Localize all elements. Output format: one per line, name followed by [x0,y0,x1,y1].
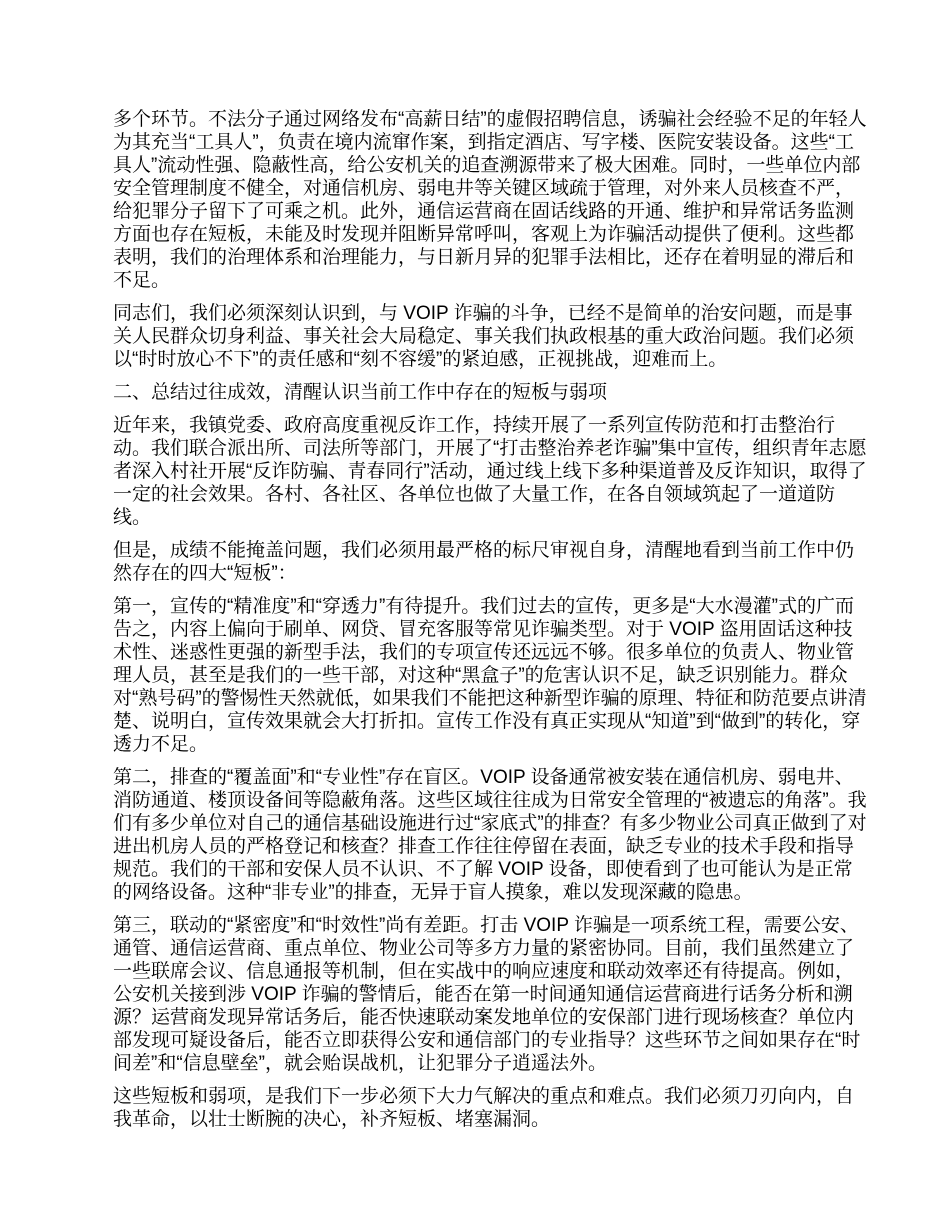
paragraph: 这些短板和弱项，是我们下一步必须下大力气解决的重点和难点。我们必须刀刃向内，自我革命，以壮士断腕的决心，补齐短板、堵塞漏洞。 [113,1086,855,1130]
paragraph: 第三，联动的“紧密度”和“时效性”尚有差距。打击 VOIP 诈骗是一项系统工程，需要公安、通管、通信运营商、重点单位、物业公司等多方力量的紧密协同。目前，我们虽然建立了一些联席会议、信息通报等机制，但在实战中的响应速度和联动效率还有待提高。例如，公安机关接到涉 VOIP 诈骗的警情后，能否在第一时间通知通信运营商进行话务分析和溯源？运营商发现异常话务后，能否快速联动案发地单位的安保部门进行现场核查？单位内部发现可疑设备后，能否立即获得公安和通信部门的专业指导？这些环节之间如果存在“时间差”和“信息壁垒”，就会贻误战机，让犯罪分子逍遥法外。 [113,915,861,1074]
paragraph: 第一，宣传的“精准度”和“穿透力”有待提升。我们过去的宣传，更多是“大水漫灌”式的广而告之，内容上偏向于刷单、网贷、冒充客服等常见诈骗类型。对于 VOIP 盗用固话这种技术性、迷惑性更强的新型手法，我们的专项宣传还远远不够。很多单位的负责人、物业管理人员，甚至是我们的一些干部，对这种“黑盒子”的危害认识不足，缺乏识别能力。群众对“熟号码”的警惕性天然就低，如果我们不能把这种新型诈骗的原理、特征和防范要点讲清楚、说明白，宣传效果就会大打折扣。宣传工作没有真正实现从“知道”到“做到”的转化，穿透力不足。 [113,596,867,755]
paragraph: 同志们，我们必须深刻认识到，与 VOIP 诈骗的斗争，已经不是简单的治安问题，而是事关人民群众切身利益、事关社会大局稳定、事关我们执政根基的重大政治问题。我们必须以“时时放心不下”的责任感和“刻不容缓”的紧迫感，正视挑战，迎难而上。 [113,303,855,370]
document-body [113,108,870,1131]
section-heading: 二、总结过往成效，清醒认识当前工作中存在的短板与弱项 [113,382,608,403]
paragraph: 多个环节。不法分子通过网络发布“高薪日结”的虚假招聘信息，诱骗社会经验不足的年轻人为其充当“工具人”，负责在境内流窜作案，到指定酒店、写字楼、医院安装设备。这些“工具人”流动性强、隐蔽性高，给公安机关的追查溯源带来了极大困难。同时，一些单位内部安全管理制度不健全，对通信机房、弱电井等关键区域疏于管理，对外来人员核查不严，给犯罪分子留下了可乘之机。此外，通信运营商在固话线路的开通、维护和异常话务监测方面也存在短板，未能及时发现并阻断异常呼叫，客观上为诈骗活动提供了便利。这些都表明，我们的治理体系和治理能力，与日新月异的犯罪手法相比，还存在着明显的滞后和不足。 [113,109,867,291]
paragraph: 近年来，我镇党委、政府高度重视反诈工作，持续开展了一系列宣传防范和打击整治行动。我们联合派出所、司法所等部门，开展了“打击整治养老诈骗”集中宣传，组织青年志愿者深入村社开展“反诈防骗、青春同行”活动，通过线上线下多种渠道普及反诈知识，取得了一定的社会效果。各村、各社区、各单位也做了大量工作，在各自领域筑起了一道道防线。 [113,415,867,528]
paragraph: 第二，排查的“覆盖面”和“专业性”存在盲区。VOIP 设备通常被安装在通信机房、弱电井、消防通道、楼顶设备间等隐蔽角落。这些区域往往成为日常安全管理的“被遗忘的角落”。我们有多少单位对自己的通信基础设施进行过“家底式”的排查？有多少物业公司真正做到了对进出机房人员的严格登记和核查？排查工作往往停留在表面，缺乏专业的技术手段和指导规范。我们的干部和安保人员不认识、不了解 VOIP 设备，即使看到了也可能认为是正常的网络设备。这种“非专业”的排查，无异于盲人摸象，难以发现深藏的隐患。 [113,767,867,903]
paragraph: 但是，成绩不能掩盖问题，我们必须用最严格的标尺审视自身，清醒地看到当前工作中仍然存在的四大“短板”： [113,540,855,584]
